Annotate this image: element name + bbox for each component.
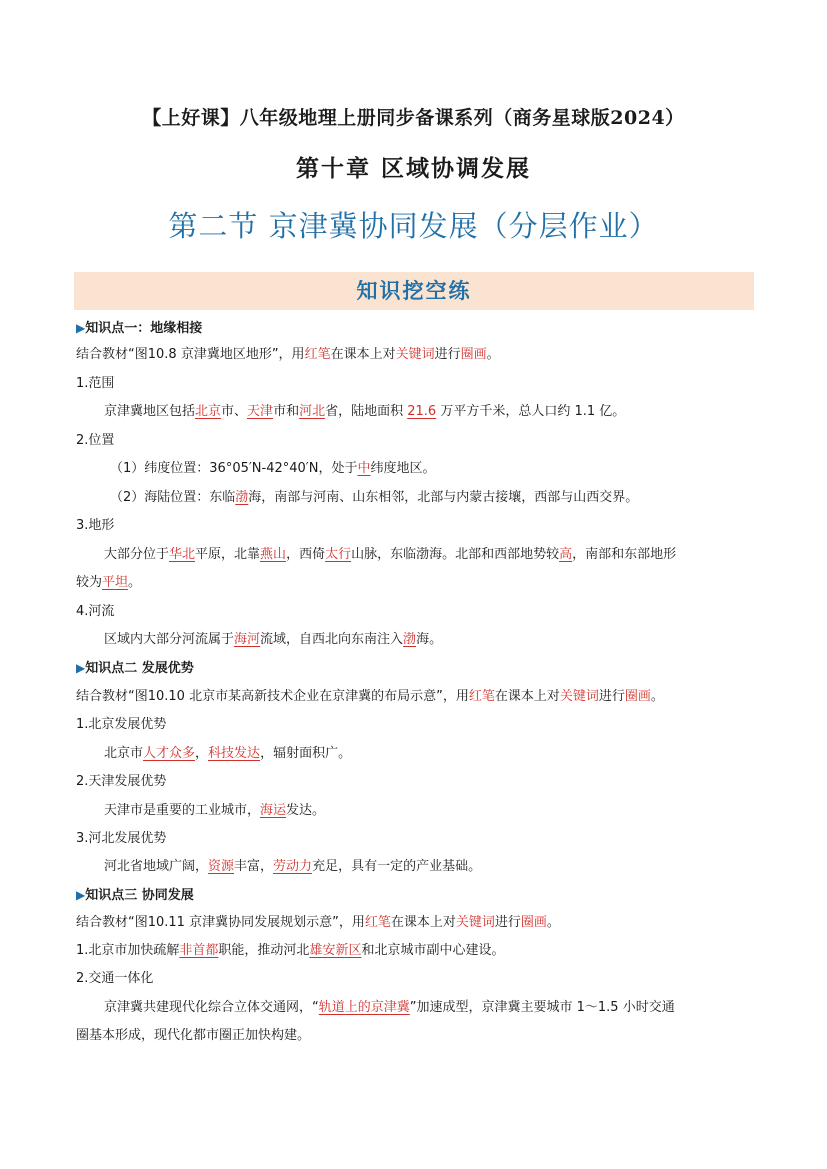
kp2-s2-text: 天津市是重要的工业城市，海运发达。 [104,803,326,818]
blank-answer: 北京 [195,404,222,419]
kp2-s2-title: 2.天津发展优势 [76,774,167,789]
kp1-s1-text: 京津冀地区包括北京市、天津市和河北省，陆地面积 21.6 万平方千米，总人口约 1.1 亿。 [104,404,626,419]
blank-answer: 燕山 [260,547,287,562]
kp3-instruction: 结合教材“图10.11 京津冀协同发展规划示意”，用红笔在课本上对关键词进行圈画。 [76,915,560,930]
blank-answer: 资源 [208,859,235,874]
blank-answer: 渤 [403,632,417,647]
triangle-marker-icon: ▶ [76,888,86,902]
kp1-s2-title: 2.位置 [76,433,115,448]
kp1-latitude: （1）纬度位置：36°05′N-42°40′N，处于中纬度地区。 [110,461,436,476]
kp1-s3-title: 3.地形 [76,518,115,533]
kp2-heading: ▶知识点二 发展优势 [76,661,194,676]
blank-answer: 天津 [247,404,274,419]
kp1-heading: ▶知识点一：地缘相接 [76,321,203,336]
kp1-s3-text: 大部分位于华北平原，北靠燕山，西倚太行山脉，东临渤海。北部和西部地势较高，南部和东部地形 [104,547,677,562]
kp1-s1-title: 1.范围 [76,376,115,391]
chapter-title: 第十章 区域协调发展 [295,155,531,182]
blank-answer: 海运 [260,803,287,818]
blank-answer: 人才众多 [143,746,196,761]
blank-answer: 非首都 [179,943,219,958]
blank-answer: 华北 [169,547,196,562]
triangle-marker-icon: ▶ [76,661,86,675]
kp1-instruction: 结合教材“图10.8 京津冀地区地形”，用红笔在课本上对关键词进行圈画。 [76,347,500,362]
kp2-instruction: 结合教材“图10.10 北京市某高新技术企业在京津冀的布局示意”，用红笔在课本上对关键词进行圈画。 [76,689,664,704]
kp1-s3-text-cont: 较为平坦。 [76,575,142,590]
blank-answer: 中 [357,461,371,476]
blank-answer: 科技发达 [208,746,261,761]
blank-answer: 高 [559,547,573,562]
kp2-s3-title: 3.河北发展优势 [76,831,167,846]
series-title: 【上好课】八年级地理上册同步备课系列（商务星球版2024） [142,107,685,129]
kp3-s2-text: 京津冀共建现代化综合立体交通网，“轨道上的京津冀”加速成型，京津冀主要城市 1～1.5 小时交通 [104,1000,675,1015]
kp1-s4-text: 区域内大部分河流属于海河流域，自西北向东南注入渤海。 [104,632,443,647]
blank-answer: 海河 [234,632,261,647]
blank-answer: 河北 [299,404,326,419]
blank-answer: 渤 [235,490,249,505]
blank-answer: 太行 [325,547,352,562]
blank-answer: 劳动力 [273,859,313,874]
kp3-heading: ▶知识点三 协同发展 [76,888,194,903]
kp2-s1-text: 北京市人才众多，科技发达，辐射面积广。 [104,746,352,761]
blank-answer: 21.6 [407,404,437,419]
kp1-sea-land: （2）海陆位置：东临渤海，南部与河南、山东相邻，北部与内蒙古接壤，西部与山西交界。 [110,490,639,505]
blank-answer: 雄安新区 [309,943,362,958]
kp3-s2-text-cont: 圈基本形成，现代化都市圈正加快构建。 [76,1028,311,1043]
blank-answer: 轨道上的京津冀 [318,1000,410,1015]
kp2-s3-text: 河北省地域广阔，资源丰富，劳动力充足，具有一定的产业基础。 [104,859,482,874]
blank-answer: 平坦 [102,575,129,590]
kp3-s1-text: 1.北京市加快疏解非首都职能，推动河北雄安新区和北京城市副中心建设。 [76,943,505,958]
triangle-marker-icon: ▶ [76,321,86,335]
kp1-s4-title: 4.河流 [76,604,115,619]
section-banner: 知识挖空练 [74,272,754,310]
kp2-s1-title: 1.北京发展优势 [76,717,167,732]
kp3-s2-title: 2.交通一体化 [76,971,154,986]
section-title: 第二节 京津冀协同发展（分层作业） [168,209,659,243]
